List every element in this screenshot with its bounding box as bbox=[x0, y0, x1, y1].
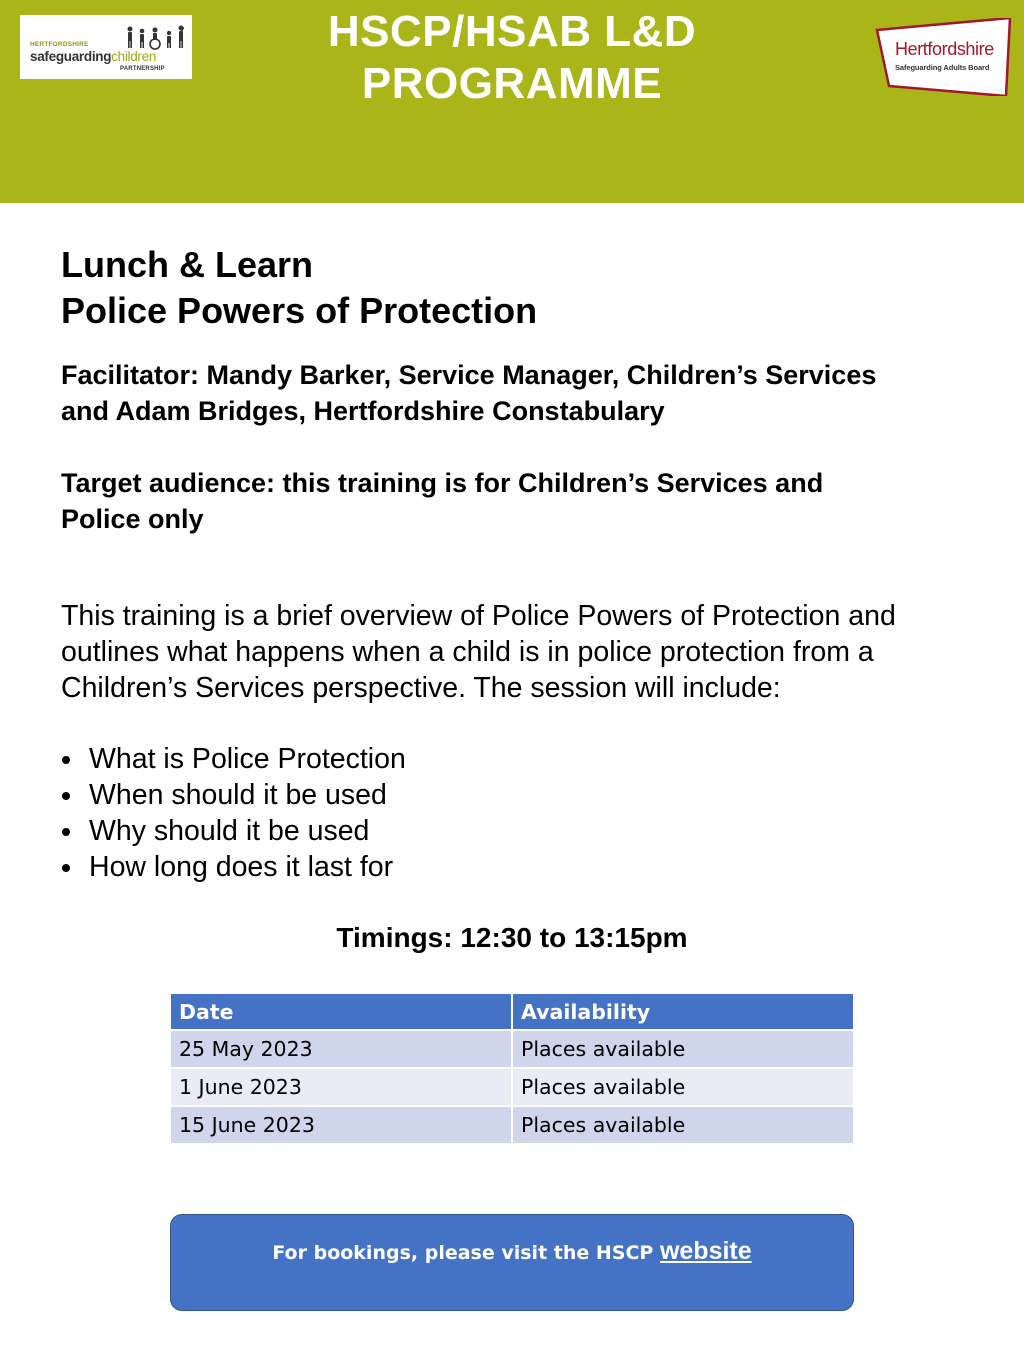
table-row bbox=[171, 1030, 853, 1068]
booking-text: For bookings, please visit the HSCP website bbox=[272, 1237, 752, 1265]
availability-cell: Places available bbox=[512, 1030, 853, 1068]
hsab-logo-line1: Hertfordshire bbox=[895, 39, 994, 59]
table-row bbox=[171, 1068, 853, 1106]
list-item: What is Police Protection bbox=[61, 741, 406, 777]
logo-brand-text: safeguardingchildren bbox=[30, 49, 157, 64]
list-item: Why should it be used bbox=[61, 813, 406, 849]
course-heading-line2: Police Powers of Protection bbox=[61, 290, 538, 331]
table-row bbox=[171, 1106, 853, 1144]
availability-cell: Places available bbox=[512, 1106, 853, 1144]
description-line1: This training is a brief overview of Police Powers of Protection and bbox=[61, 600, 896, 632]
children-figures-icon bbox=[124, 25, 188, 51]
page-title: HSCP/HSAB L&D PROGRAMME bbox=[327, 7, 697, 108]
hscp-logo bbox=[20, 15, 192, 79]
logo-partnership-text: PARTNERSHIP bbox=[120, 66, 165, 72]
hsab-logo bbox=[874, 18, 1012, 96]
hsab-logo-line2: Safeguarding Adults Board bbox=[895, 63, 990, 72]
column-header-date: Date bbox=[171, 994, 512, 1030]
session-timings: Timings: 12:30 to 13:15pm bbox=[336, 922, 688, 953]
date-cell: 1 June 2023 bbox=[171, 1068, 512, 1106]
website-link[interactable]: website bbox=[659, 1237, 752, 1265]
date-cell: 25 May 2023 bbox=[171, 1030, 512, 1068]
column-header-availability: Availability bbox=[512, 994, 853, 1030]
facilitator-line1: Facilitator: Mandy Barker, Service Manager, Children’s Services bbox=[61, 360, 877, 390]
availability-cell: Places available bbox=[512, 1068, 853, 1106]
booking-box bbox=[170, 1214, 854, 1311]
description-line2: outlines what happens when a child is in police protection from a bbox=[61, 636, 874, 668]
table-header-row bbox=[171, 994, 853, 1030]
logo-small-text: HERTFORDSHIRE bbox=[30, 41, 89, 48]
dates-table bbox=[171, 994, 853, 1145]
audience-line1: Target audience: this training is for Children’s Services and bbox=[61, 468, 824, 498]
date-cell: 15 June 2023 bbox=[171, 1106, 512, 1144]
session-topics-list bbox=[61, 741, 406, 885]
facilitator-line2: and Adam Bridges, Hertfordshire Constabulary bbox=[61, 396, 665, 426]
list-item: How long does it last for bbox=[61, 849, 406, 885]
course-heading-line1: Lunch & Learn bbox=[61, 244, 314, 285]
audience-line2: Police only bbox=[61, 504, 204, 534]
description-line3: Children’s Services perspective. The session will include: bbox=[61, 672, 781, 704]
list-item: When should it be used bbox=[61, 777, 406, 813]
